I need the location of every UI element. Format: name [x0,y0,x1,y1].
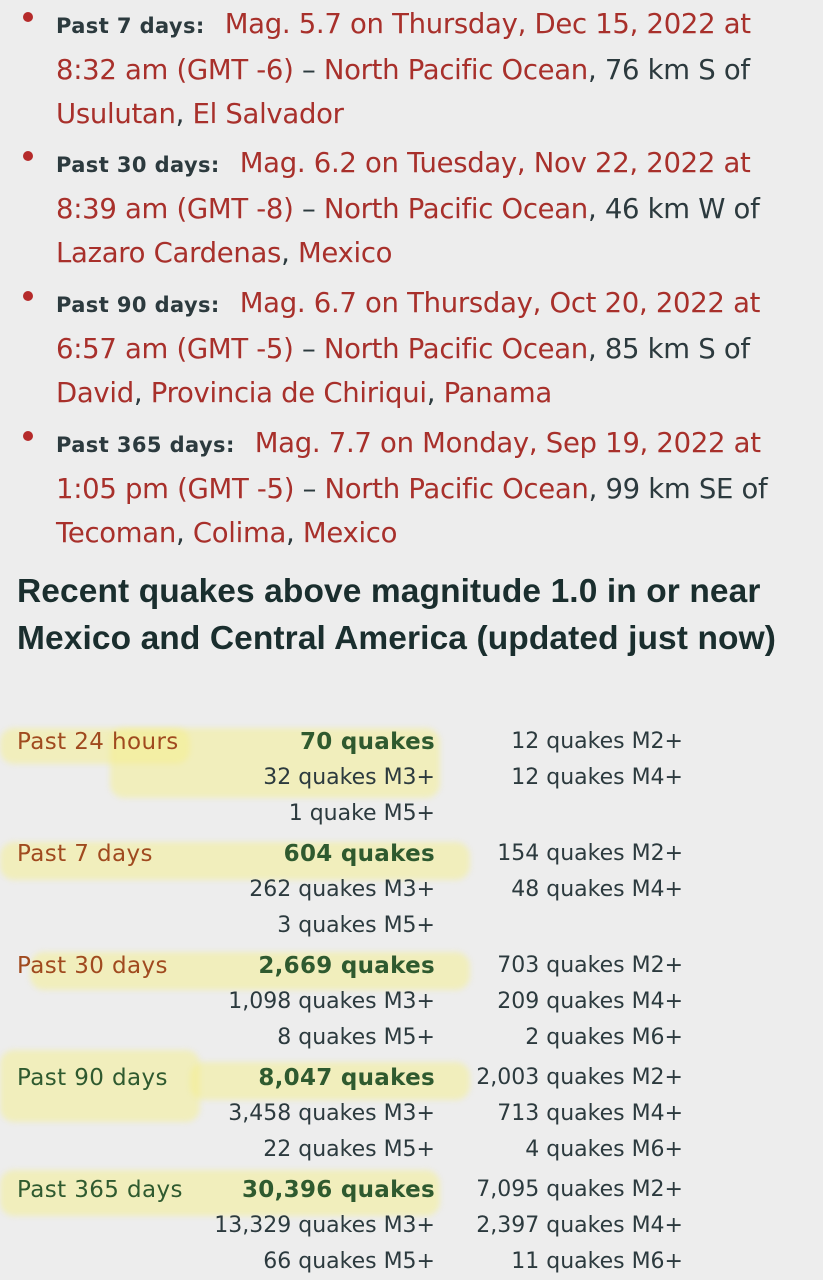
stats-m4: 209 quakes M4+ [497,989,683,1014]
stats-m3: 13,329 quakes M3+ [214,1213,435,1238]
place-link[interactable]: Mexico [297,237,393,269]
stats-m6: 11 quakes M6+ [511,1249,683,1274]
separator: – [293,54,324,86]
stats-m3: 262 quakes M3+ [249,877,435,902]
stats-m4: 2,397 quakes M4+ [476,1213,683,1238]
stats-period-label: Past 24 hours [17,729,179,755]
stats-m3: 1,098 quakes M3+ [228,989,435,1014]
stats-m5: 66 quakes M5+ [263,1249,435,1274]
place-link[interactable]: Provincia de Chiriqui [150,377,427,409]
place-link[interactable]: Lazaro Cardenas [56,237,282,269]
stats-period-label: Past 365 days [17,1177,183,1203]
stats-m6: 4 quakes M6+ [525,1137,683,1162]
stats-total: 8,047 quakes [258,1065,435,1091]
distance-text: , 46 km W of [587,193,760,225]
region-link[interactable]: North Pacific Ocean [323,333,588,365]
stats-m4: 713 quakes M4+ [497,1101,683,1126]
region-link[interactable]: North Pacific Ocean [324,473,589,505]
separator: – [294,473,325,505]
stats-m4: 12 quakes M4+ [511,765,683,790]
place-link[interactable]: Usulutan [56,98,176,130]
period-label: Past 365 days: [56,433,235,457]
stats-total: 30,396 quakes [242,1177,435,1203]
place-link[interactable]: Panama [443,377,552,409]
period-label: Past 30 days: [56,153,220,177]
stats-m2: 2,003 quakes M2+ [476,1065,683,1090]
quake-item: Past 365 days: Mag. 7.7 on Monday, Sep 19, 2022 at 1:05 pm (GMT -5) – North Pacific Ocean, 99 km SE of Tecoman, Colima, Mexico [56,421,808,555]
distance-text: , 76 km S of [587,54,750,86]
period-label: Past 90 days: [56,293,220,317]
separator: – [293,333,324,365]
stats-m5: 22 quakes M5+ [263,1137,435,1162]
period-label: Past 7 days: [56,14,205,38]
quake-item: Past 7 days: Mag. 5.7 on Thursday, Dec 15, 2022 at 8:32 am (GMT -6) – North Pacific Ocean, 76 km S of Usulutan, El Salvador [56,2,808,136]
stats-m2: 154 quakes M2+ [497,841,683,866]
stats-m3: 32 quakes M3+ [263,765,435,790]
quake-date-link[interactable]: Mag. 6.2 on Tuesday, Nov 22, 2022 at 8:39 am (GMT -8) [56,147,751,225]
distance-text: , 99 km SE of [588,473,768,505]
stats-period-label: Past 7 days [17,841,153,867]
separator: – [293,193,324,225]
quake-date-link[interactable]: Mag. 7.7 on Monday, Sep 19, 2022 at 1:05 pm (GMT -5) [56,427,761,505]
stats-total: 70 quakes [299,729,435,755]
place-link[interactable]: Mexico [302,517,398,549]
place-link[interactable]: El Salvador [192,98,344,130]
stats-m2: 12 quakes M2+ [511,729,683,754]
quake-date-link[interactable]: Mag. 5.7 on Thursday, Dec 15, 2022 at 8:32 am (GMT -6) [56,8,751,86]
stats-total: 604 quakes [283,841,435,867]
stats-m3: 3,458 quakes M3+ [228,1101,435,1126]
place-link[interactable]: Tecoman [56,517,176,549]
stats-m6: 2 quakes M6+ [525,1025,683,1050]
stats-m5: 3 quakes M5+ [277,913,435,938]
stats-total: 2,669 quakes [258,953,435,979]
place-link[interactable]: Colima [192,517,287,549]
stats-m5: 1 quake M5+ [288,801,435,826]
region-link[interactable]: North Pacific Ocean [323,54,588,86]
region-link[interactable]: North Pacific Ocean [323,193,588,225]
section-title: Recent quakes above magnitude 1.0 in or near Mexico and Central America (updated just now) [17,573,776,657]
stats-period-label: Past 30 days [17,953,168,979]
stats-m2: 7,095 quakes M2+ [476,1177,683,1202]
stats-period-label: Past 90 days [17,1065,168,1091]
distance-text: , 85 km S of [587,333,750,365]
stats-m2: 703 quakes M2+ [497,953,683,978]
quake-item: Past 30 days: Mag. 6.2 on Tuesday, Nov 22, 2022 at 8:39 am (GMT -8) – North Pacific Ocean, 46 km W of Lazaro Cardenas, Mexico [56,141,808,275]
stats-m4: 48 quakes M4+ [511,877,683,902]
stats-m5: 8 quakes M5+ [277,1025,435,1050]
quake-date-link[interactable]: Mag. 6.7 on Thursday, Oct 20, 2022 at 6:57 am (GMT -5) [56,287,761,365]
place-link[interactable]: David [56,377,134,409]
quake-item: Past 90 days: Mag. 6.7 on Thursday, Oct 20, 2022 at 6:57 am (GMT -5) – North Pacific Ocean, 85 km S of David, Provincia de Chiriqui, Panama [56,281,808,415]
